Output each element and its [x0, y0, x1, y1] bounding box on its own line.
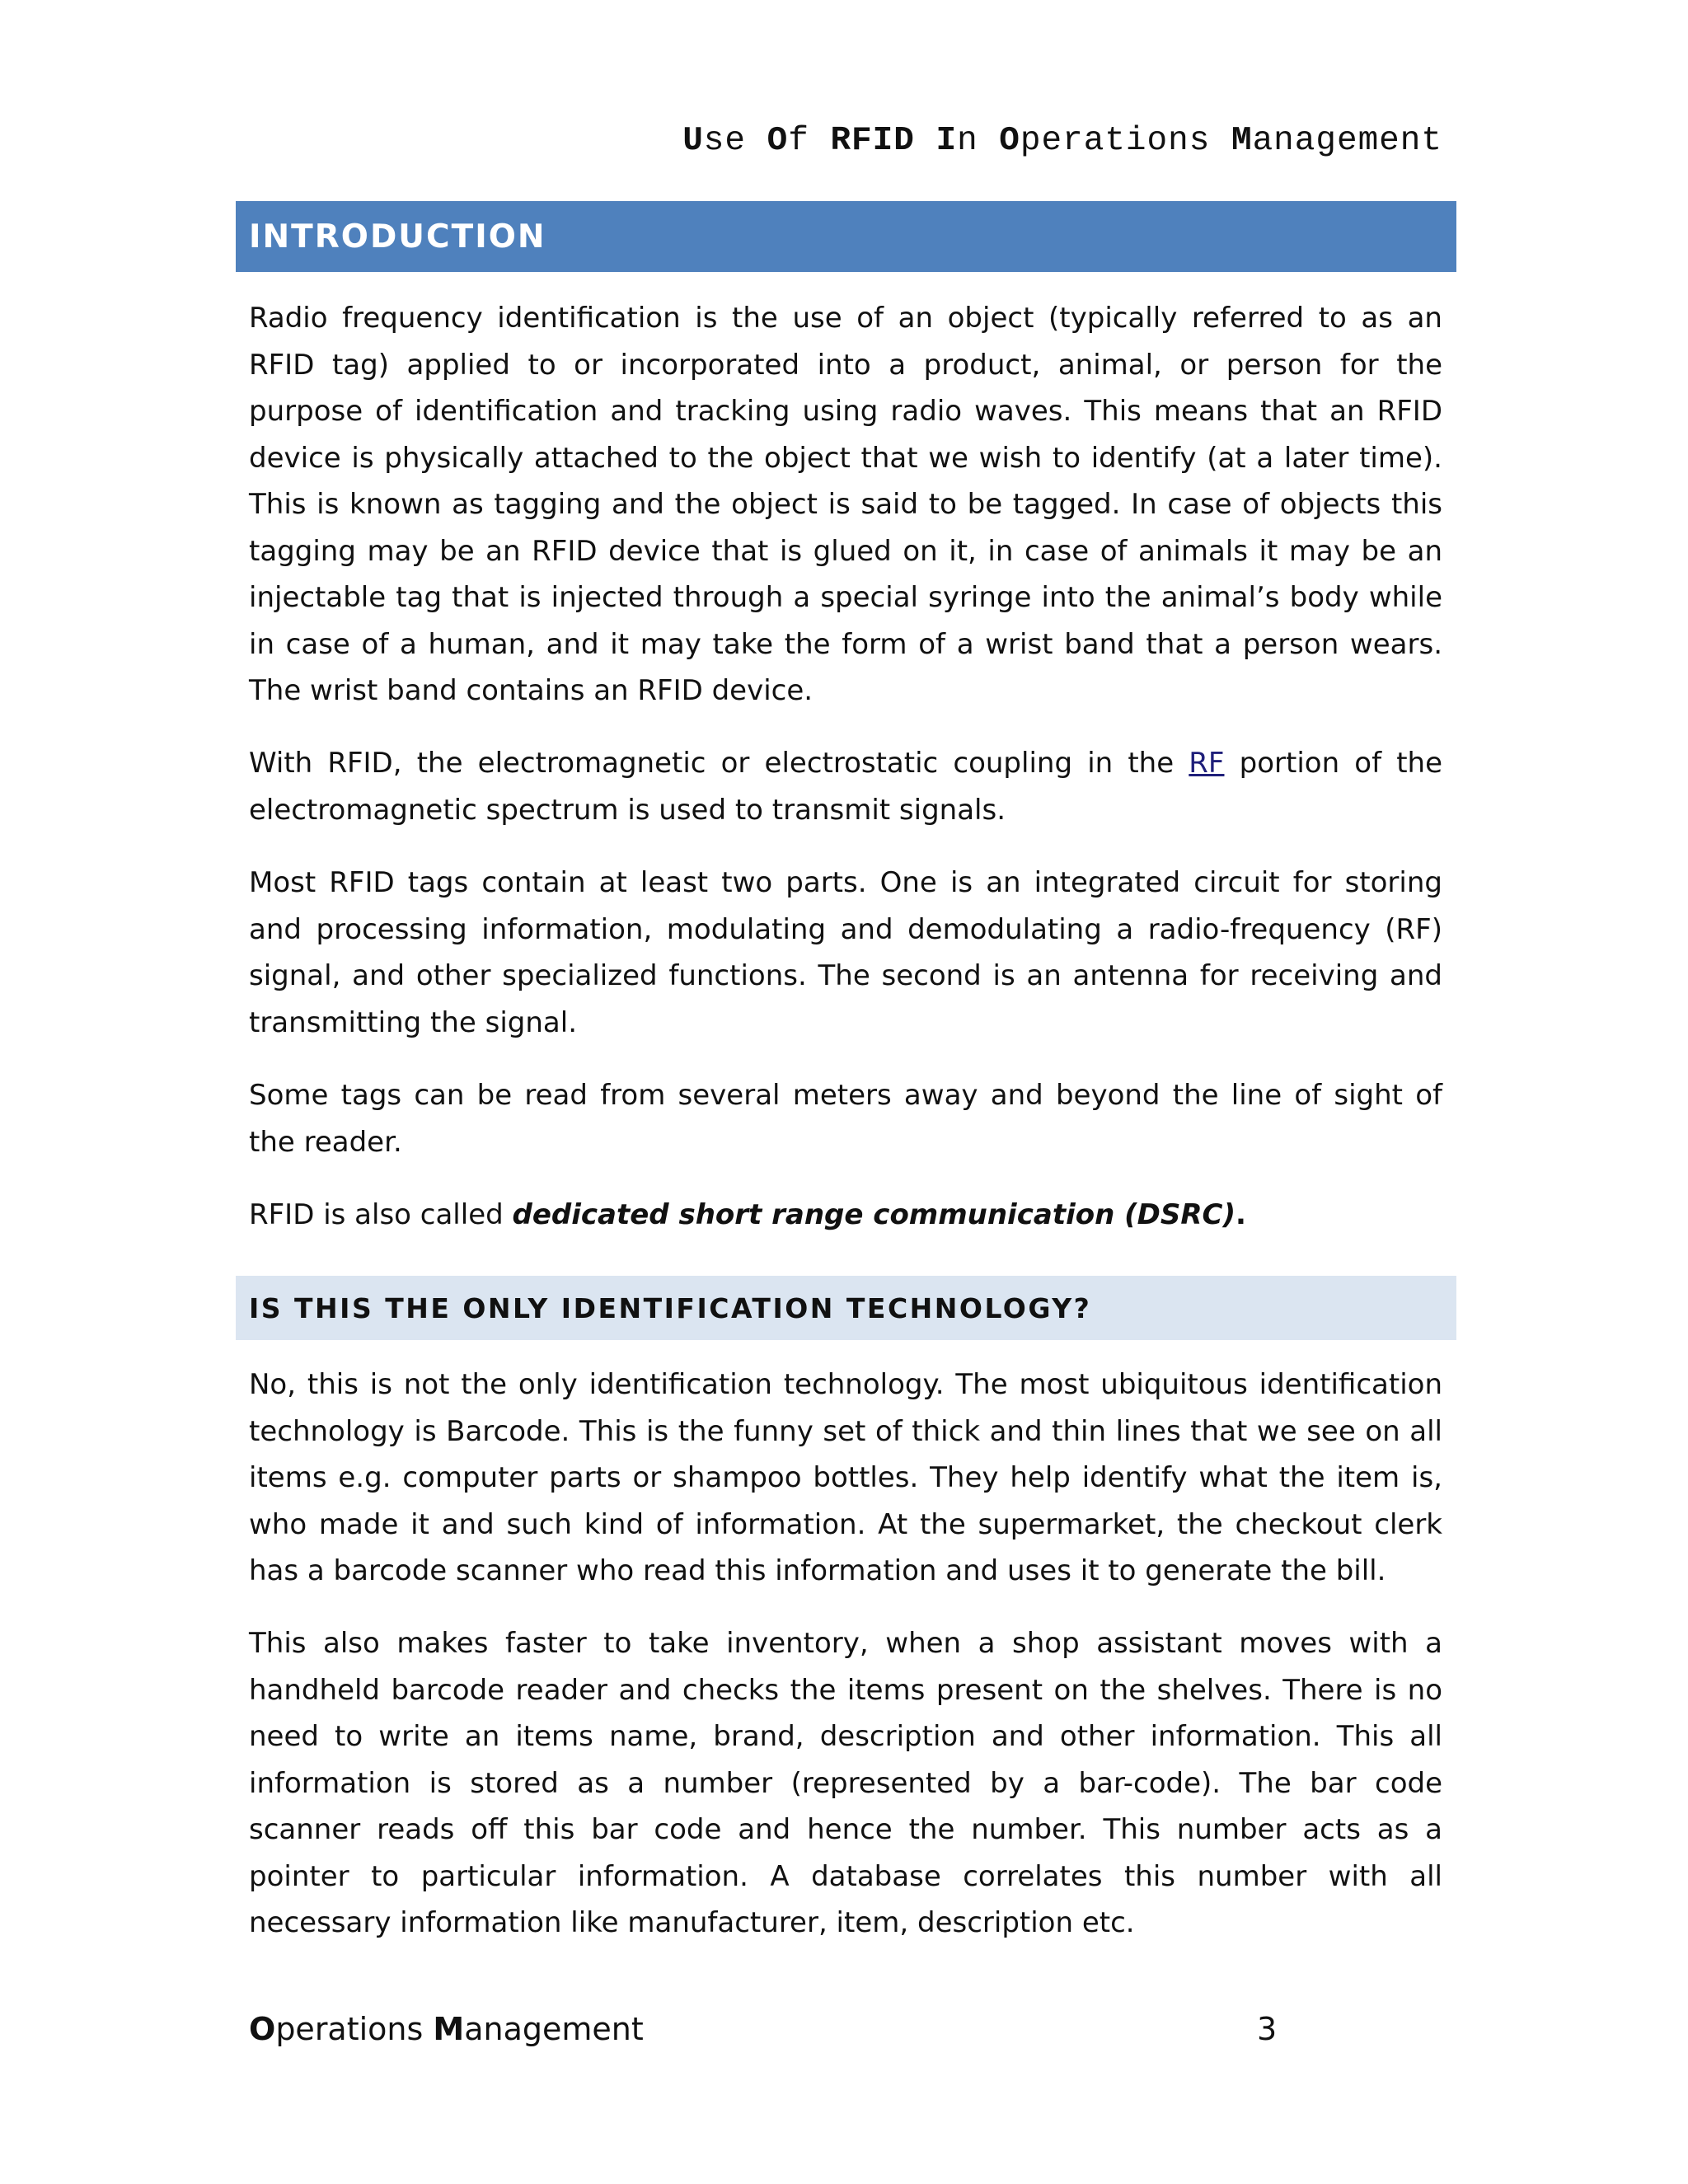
- rf-link[interactable]: RF: [1189, 747, 1225, 780]
- header-initial-m: M: [1231, 122, 1253, 160]
- header-initial-i: I: [935, 122, 958, 160]
- identification-heading-text: IS THIS THE ONLY IDENTIFICATION TECHNOLOGY?: [249, 1291, 1092, 1324]
- header-rfid: RFID: [830, 122, 915, 160]
- intro-paragraph-5-period: .: [1236, 1198, 1246, 1231]
- intro-paragraph-2-text: With RFID, the electromagnetic or electrostatic coupling in the: [249, 747, 1189, 780]
- footer-text: anagement: [464, 2011, 644, 2047]
- header-text: anagement: [1252, 122, 1442, 160]
- page-footer-label: [249, 2011, 644, 2047]
- intro-paragraph-4: Some tags can be read from several meters away and beyond the line of sight of the reader.: [249, 1079, 1442, 1159]
- header-text: n: [957, 122, 1000, 160]
- introduction-heading: [236, 201, 1456, 272]
- intro-paragraph-5: [249, 1192, 1442, 1239]
- intro-paragraph-5-text: RFID is also called: [249, 1198, 513, 1231]
- identification-heading: [236, 1276, 1456, 1340]
- running-header: [236, 122, 1442, 160]
- dsrc-term: dedicated short range communication (DSRC): [512, 1198, 1236, 1231]
- identification-paragraph-1: No, this is not the only identification technology. The most ubiquitous identification technology is Barcode. This is the funny set of thick and thin lines that we see on all items e.g. computer parts or shampoo bottles. They help identify what the item is, who made it and such kind of information. At the supermarket, the checkout clerk has a barcode scanner who read this information and uses it to generate the bill.: [249, 1368, 1442, 1587]
- header-text: perations: [1020, 122, 1231, 160]
- intro-paragraph-2: [249, 740, 1442, 833]
- header-initial-o: O: [999, 122, 1020, 160]
- header-space: [915, 122, 936, 160]
- intro-paragraph-2-text: portion of the electromagnetic spectrum is used to transmit signals.: [249, 747, 1443, 827]
- identification-paragraph-2: This also makes faster to take inventory, when a shop assistant moves with a handheld barcode reader and checks the items present on the shelves. There is no need to write an items name, brand, description and other information. This all information is stored as a number (represented by a bar-code). The bar code scanner reads off this bar code and hence the number. This number acts as a pointer to particular information. A database correlates this number with all necessary information like manufacturer, item, description etc.: [249, 1627, 1442, 1939]
- header-text: se: [703, 122, 767, 160]
- intro-paragraph-3: Most RFID tags contain at least two parts. One is an integrated circuit for storing and processing information, modulating and demodulating a radio-frequency (RF) signal, and other specialized functions. The second is an antenna for receiving and transmitting the signal.: [249, 866, 1442, 1039]
- introduction-heading-text: INTRODUCTION: [249, 218, 546, 255]
- page-number: 3: [1257, 2011, 1278, 2047]
- footer-text: perations: [275, 2011, 434, 2047]
- footer-initial-o: O: [249, 2011, 276, 2047]
- header-text: f: [788, 122, 831, 160]
- header-initial-o: O: [767, 122, 789, 160]
- footer-initial-m: M: [433, 2011, 465, 2047]
- intro-paragraph-1: Radio frequency identification is the use of an object (typically referred to as an RFID tag) applied to or incorporated into a product, animal, or person for the purpose of identification and tracking using radio waves. This means that an RFID device is physically attached to the object that we wish to identify (at a later time). This is known as tagging and the object is said to be tagged. In case of objects this tagging may be an RFID device that is glued on it, in case of animals it may be an injectable tag that is injected through a special syringe into the animal’s body while in case of a human, and it may take the form of a wrist band that a person wears. The wrist band contains an RFID device.: [249, 302, 1442, 707]
- header-initial-u: U: [682, 122, 704, 160]
